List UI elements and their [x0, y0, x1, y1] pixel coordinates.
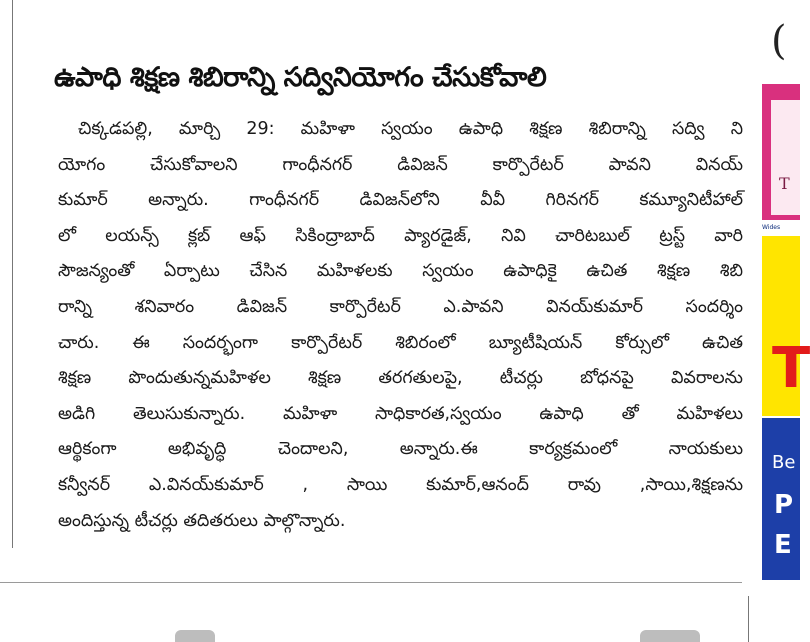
- ad-pink-letter: T: [779, 174, 790, 193]
- article-line: కన్వీనర్ ఎ.వినయ్‌కుమార్ , సాయి కుమార్,ఆనంద్ రావు ,సాయి,శిక్షణను: [58, 474, 743, 495]
- advertisement-strip[interactable]: [757, 0, 810, 580]
- article-line: చారు. ఈ సందర్భంగా కార్పొరేటర్ శిబిరంలో బ్యూటీషియన్ కోర్సులో ఉచిత: [58, 332, 743, 353]
- article-headline: ఉపాధి శిక్షణ శిబిరాన్ని సద్వినియోగం చేసుకోవాలి: [54, 62, 547, 93]
- ad-top-glyph: (: [771, 18, 787, 64]
- article-line: రాన్ని శనివారం డివిజన్ కార్పొరేటర్ ఎ.పావని వినయ్‌కుమార్ సందర్శిం: [58, 296, 743, 317]
- ad-top-panel: [757, 0, 800, 82]
- column-rule-left: [12, 0, 13, 548]
- ad-wide-text: Wides: [762, 222, 800, 234]
- ad-blue-panel: [762, 418, 800, 580]
- ad-yellow-panel: [762, 236, 810, 416]
- article-line: సౌజన్యంతో ఏర్పాటు చేసిన మహిళలకు స్వయం ఉపాధికై ఉచిత శిక్షణ శిబి: [58, 261, 743, 282]
- article-line: యోగం చేసుకోవాలని గాంధీనగర్ డివిజన్ కార్పొరేటర్ పావని వినయ్: [58, 154, 743, 175]
- article-line: లో లయన్స్ క్లబ్ ఆఫ్ సికింద్రాబాద్ ప్యారడైజ్, నివి చారిటబుల్ ట్రస్ట్ వారి: [58, 225, 743, 246]
- ad-yellow-letter: T: [772, 336, 810, 401]
- article-line: అందిస్తున్న టీచర్లు తదితరులు పాల్గొన్నారు.: [58, 510, 346, 531]
- ad-blue-line1: Be: [772, 452, 796, 473]
- article-line: అడిగి తెలుసుకున్నారు. మహిళా సాధికారత,స్వయం ఉపాధి తో మహిళలు: [58, 403, 743, 424]
- column-rule-right: [748, 596, 749, 642]
- ad-blue-line2: P: [774, 490, 794, 520]
- article-line: చిక్కడపల్లి, మార్చి 29: మహిళా స్వయం ఉపాధి శిక్షణ శిబిరాన్ని సద్వి ని: [78, 119, 743, 139]
- article-line: శిక్షణ పొందుతున్నమహిళల శిక్షణ తరగతులపై, టీచర్లు బోధనపై వివరాలను: [58, 368, 743, 389]
- section-divider: [0, 582, 742, 583]
- ad-pink-inner: [771, 100, 800, 215]
- next-article-fragment: [640, 630, 700, 642]
- ad-blue-line3: E: [774, 530, 792, 560]
- article-line: కుమార్ అన్నారు. గాంధీనగర్ డివిజన్‌లోని వీవీ గిరినగర్ కమ్యూనిటీహాల్: [58, 190, 743, 211]
- next-article-fragment: [175, 630, 215, 642]
- article-line: ఆర్థికంగా అభివృద్ధి చెందాలని, అన్నారు.ఈ కార్యక్రమంలో నాయకులు: [58, 439, 743, 460]
- article-body: [58, 112, 743, 539]
